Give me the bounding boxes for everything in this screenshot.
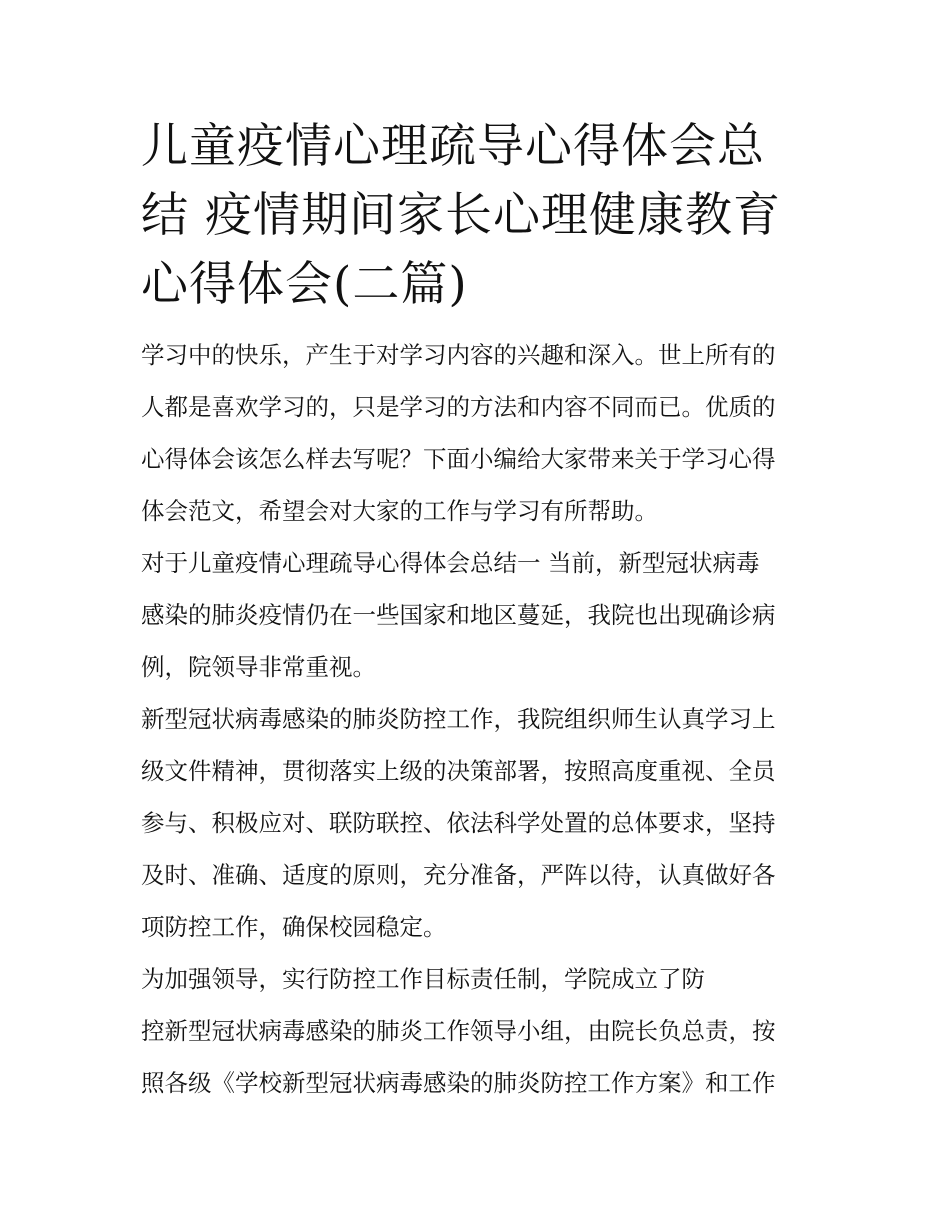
document-body xyxy=(141,329,813,1109)
body-line: 为加强领导，实行防控工作目标责任制，学院成立了防 xyxy=(141,965,705,993)
body-line: 学习中的快乐，产生于对学习内容的兴趣和深入。世上所有的 xyxy=(141,341,776,369)
body-line: 体会范文，希望会对大家的工作与学习有所帮助。 xyxy=(141,497,658,525)
document-title xyxy=(141,112,813,319)
title-line: 心得体会(二篇) xyxy=(141,257,468,312)
body-line: 参与、积极应对、联防联控、依法科学处置的总体要求，坚持 xyxy=(141,809,776,837)
body-line: 照各级《学校新型冠状病毒感染的肺炎防控工作方案》和工作 xyxy=(141,1069,776,1097)
document-page xyxy=(141,112,813,1109)
body-line: 项防控工作，确保校园稳定。 xyxy=(141,913,447,941)
body-line: 及时、准确、适度的原则，充分准备，严阵以待，认真做好各 xyxy=(141,861,776,889)
body-line: 心得体会该怎么样去写呢？下面小编给大家带来关于学习心得 xyxy=(141,445,776,473)
body-line: 感染的肺炎疫情仍在一些国家和地区蔓延，我院也出现确诊病 xyxy=(141,601,776,629)
body-line: 对于儿童疫情心理疏导心得体会总结一 当前，新型冠状病毒 xyxy=(141,549,760,577)
title-line: 结 疫情期间家长心理健康教育 xyxy=(141,188,781,243)
title-line: 儿童疫情心理疏导心得体会总 xyxy=(141,119,765,174)
body-line: 级文件精神，贯彻落实上级的决策部署，按照高度重视、全员 xyxy=(141,757,776,785)
body-line: 人都是喜欢学习的，只是学习的方法和内容不同而已。优质的 xyxy=(141,393,776,421)
body-line: 控新型冠状病毒感染的肺炎工作领导小组，由院长负总责，按 xyxy=(141,1017,776,1045)
body-line: 例，院领导非常重视。 xyxy=(141,653,376,681)
body-line: 新型冠状病毒感染的肺炎防控工作，我院组织师生认真学习上 xyxy=(141,705,776,733)
